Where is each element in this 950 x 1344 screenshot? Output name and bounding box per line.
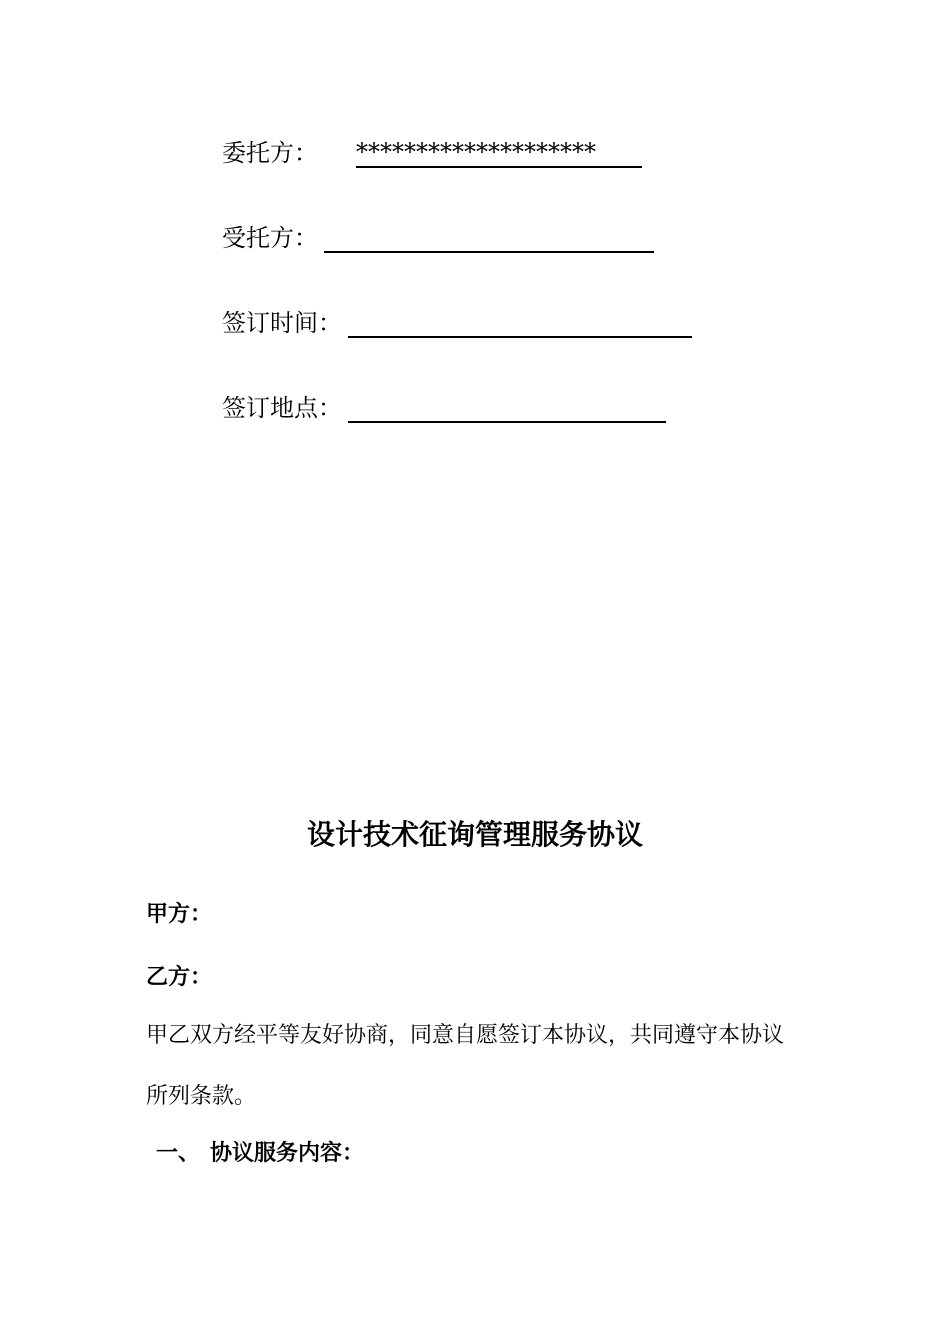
sign-time-blank-line xyxy=(348,308,692,338)
section-1-number: 一、 xyxy=(156,1141,201,1166)
section-1-heading xyxy=(156,1139,364,1169)
agent-blank-line xyxy=(324,223,654,253)
party-b-label: 乙方： xyxy=(146,965,213,990)
sign-place-field xyxy=(222,383,666,423)
agreement-title: 设计技术征询管理服务协议 xyxy=(306,818,643,851)
agent-field xyxy=(222,213,654,253)
client-label: 委托方： xyxy=(222,139,318,167)
sign-place-blank-line xyxy=(348,393,666,423)
sign-time-field xyxy=(222,298,692,338)
client-field xyxy=(222,128,642,168)
party-a-label: 甲方： xyxy=(146,902,213,927)
sign-time-label: 签订时间： xyxy=(222,309,342,337)
agent-label: 受托方： xyxy=(222,224,318,252)
section-1-title: 协议服务内容： xyxy=(210,1141,365,1166)
intro-paragraph-line-1: 甲乙双方经平等友好协商，同意自愿签订本协议，共同遵守本协议 xyxy=(146,1023,785,1048)
client-value: ******************** xyxy=(356,138,642,168)
intro-paragraph-line-2: 所列条款。 xyxy=(146,1084,257,1109)
sign-place-label: 签订地点： xyxy=(222,394,342,422)
